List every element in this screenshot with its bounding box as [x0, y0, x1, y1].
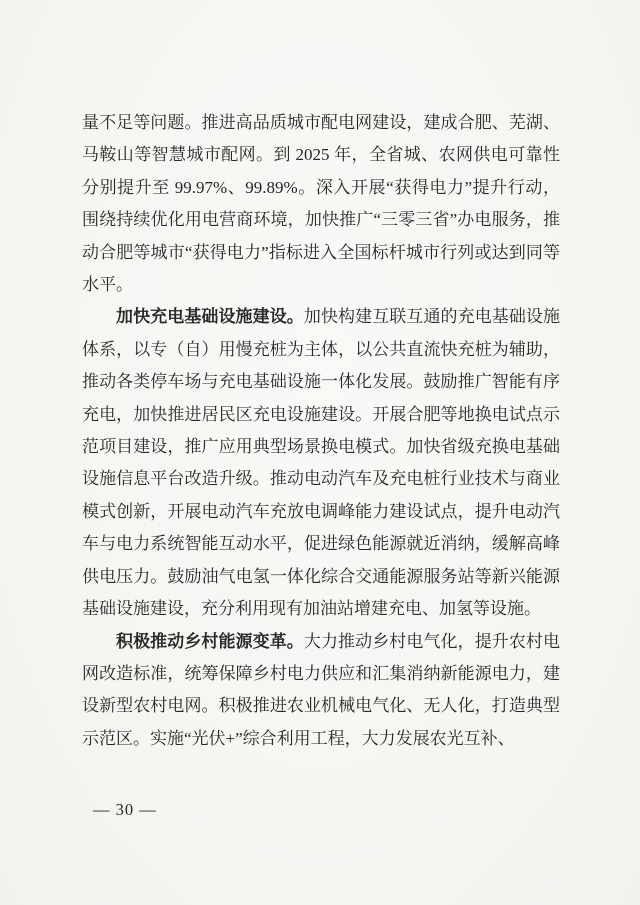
page-number: — 30 —: [93, 800, 157, 819]
paragraph-heading: 加快充电基础设施建设。: [116, 307, 304, 327]
paragraph-heading: 积极推动乡村能源变革。: [116, 631, 304, 651]
body-paragraph: [82, 107, 560, 301]
paragraph-text: 大力推动乡村电气化，提升农村电网改造标准，统筹保障乡村电力供应和汇集消纳新能源电力，建设新型农村电网。积极推进农业机械电气化、无人化，打造典型示范区。实施“光伏+”综合利用工程，大力发展农光互补、: [82, 631, 561, 748]
body-paragraph: [82, 301, 560, 625]
body-paragraph: [82, 626, 560, 756]
document-body: [82, 107, 560, 755]
paragraph-text: 加快构建互联互通的充电基础设施体系，以专（自）用慢充桩为主体，以公共直流快充桩为辅助，推动各类停车场与充电基础设施一体化发展。鼓励推广智能有序充电，加快推进居民区充电设施建设。开展合肥等地换电试点示范项目建设，推广应用典型场景换电模式。加快省级充换电基础设施信息平台改造升级。推动电动汽车及充电桩行业技术与商业模式创新，开展电动汽车充放电调峰能力建设试点，提升电动汽车与电力系统智能互动水平，促进绿色能源就近消纳，缓解高峰供电压力。鼓励油气电氢一体化综合交通能源服务站等新兴能源基础设施建设，充分利用现有加油站增建充电、加氢等设施。: [82, 307, 561, 619]
paragraph-text: 量不足等问题。推进高品质城市配电网建设，建成合肥、芜湖、马鞍山等智慧城市配网。到 2025 年，全省城、农网供电可靠性分别提升至 99.97%、99.89%。深入开展“获得电力”提升行动，围绕持续优化用电营商环境，加快推广“三零三省”办电服务，推动合肥等城市“获得电力”指标进入全国标杆城市行列或达到同等水平。: [82, 113, 560, 295]
